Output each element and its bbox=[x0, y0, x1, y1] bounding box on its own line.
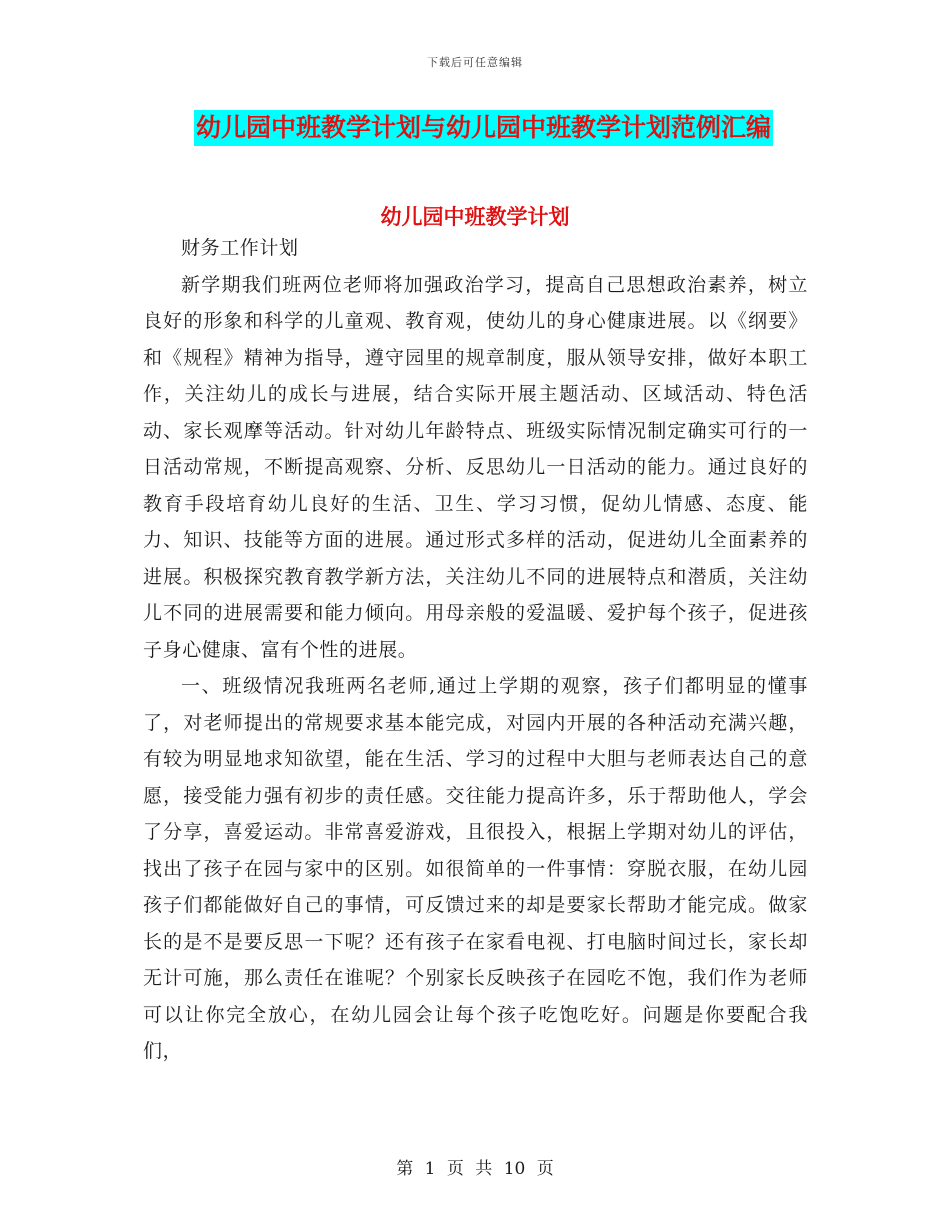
main-title: 幼儿园中班教学计划与幼儿园中班教学计划范例汇编 bbox=[194, 110, 773, 146]
paragraph: 新学期我们班两位老师将加强政治学习，提高自己思想政治素养，树立良好的形象和科学的儿童观、教育观，使幼儿的身心健康进展。以《纲要》和《规程》精神为指导，遵守园里的规章制度，服从领导安排，做好本职工作，关注幼儿的成长与进展，结合实际开展主题活动、区域活动、特色活动、家长观摩等活动。针对幼儿年龄特点、班级实际情况制定确实可行的一日活动常规，不断提高观察、分析、反思幼儿一日活动的能力。通过良好的教育手段培育幼儿良好的生活、卫生、学习习惯，促幼儿情感、态度、能力、知识、技能等方面的进展。通过形式多样的活动，促进幼儿全面素养的进展。积极探究教育教学新方法，关注幼儿不同的进展特点和潜质，关注幼儿不同的进展需要和能力倾向。用母亲般的爱温暖、爱护每个孩子，促进孩子身心健康、富有个性的进展。 bbox=[143, 273, 808, 661]
page-number: 第 1 页 共 10 页 bbox=[396, 1159, 554, 1179]
main-title-container bbox=[194, 110, 773, 146]
paragraph-heading: 财务工作计划 bbox=[181, 237, 299, 259]
header-note: 下载后可任意编辑 bbox=[427, 56, 523, 69]
section-title: 幼儿园中班教学计划 bbox=[380, 205, 570, 229]
paragraph: 一、班级情况我班两名老师,通过上学期的观察，孩子们都明显的懂事了，对老师提出的常规要求基本能完成，对园内开展的各种活动充满兴趣，有较为明显地求知欲望，能在生活、学习的过程中大胆与老师表达自己的意愿，接受能力强有初步的责任感。交往能力提高许多，乐于帮助他人，学会了分享，喜爱运动。非常喜爱游戏，且很投入，根据上学期对幼儿的评估，找出了孩子在园与家中的区别。如很简单的一件事情：穿脱衣服，在幼儿园孩子们都能做好自己的事情，可反馈过来的却是要家长帮助才能完成。做家长的是不是要反思一下呢？还有孩子在家看电视、打电脑时间过长，家长却无计可施，那么责任在谁呢？个别家长反映孩子在园吃不饱，我们作为老师可以让你完全放心，在幼儿园会让每个孩子吃饱吃好。问题是你要配合我们， bbox=[143, 675, 808, 1062]
document-body bbox=[143, 230, 808, 1070]
